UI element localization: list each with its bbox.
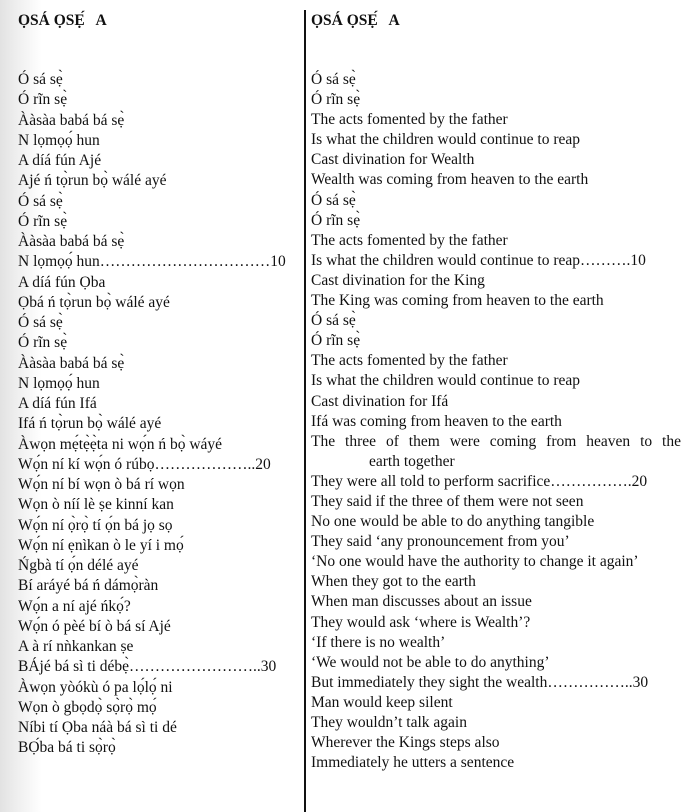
verse-line: A díá fún Ọba: [18, 273, 106, 291]
verse-line: Ààsàa babá bá sẹ̀: [18, 233, 125, 250]
verse-line: They said if the three of them were not seen: [311, 492, 584, 510]
verse-line: Ifá ń tọ̀run bọ̀ wálé ayé: [18, 415, 162, 433]
verse-line: They would ask ‘where is Wealth’?: [311, 613, 531, 631]
verse-line: Wọ́n ní ẹnìkan ò le yí i mọ́: [18, 536, 184, 554]
verse-line: Is what the children would continue to reap……….10: [311, 251, 646, 269]
verse-line: Ó sá sẹ̀: [18, 71, 63, 88]
verse-line: BỌ́ba bá ti sọ̀rọ̀: [18, 739, 116, 757]
column-divider: [304, 10, 306, 812]
verse-line: Ó sá sẹ̀: [18, 192, 63, 210]
english-heading: ỌSÁ ỌSẸ́ A: [311, 12, 400, 29]
verse-line: Wọn ò níí lè ṣe kinní kan: [18, 496, 174, 514]
verse-line: The acts fomented by the father: [311, 352, 508, 370]
verse-line: Wọ́n ó pèé bí ò bá sí Ajé: [18, 617, 171, 635]
verse-line: The three of them were coming from heaven to the: [311, 432, 681, 450]
verse-line: Ààsàa babá bá sẹ̀: [18, 111, 125, 129]
verse-line: Ó rĩn sẹ̀: [311, 91, 361, 109]
verse-line: ‘We would not be able to do anything’: [311, 653, 550, 671]
verse-line: Ajé ń tọ̀run bọ̀ wálé ayé: [18, 172, 167, 190]
verse-line: Is what the children would continue to reap: [311, 131, 581, 149]
verse-line: Wọ́n a ní ajé ńkọ́?: [18, 597, 131, 615]
verse-line: Cast divination for Wealth: [311, 151, 475, 169]
verse-line: Ó rĩn sẹ̀: [311, 332, 361, 350]
verse-line: Ọbá ń tọ̀run bọ̀ wálé ayé: [18, 293, 170, 311]
verse-line: Wọ́n ní kí wọ́n ó rúbọ………………..20: [18, 455, 271, 473]
verse-line: Àwọn yòókù ó pa lọ́lọ́ ni: [18, 678, 173, 696]
verse-line: They were all told to perform sacrifice…………….20: [311, 472, 648, 490]
verse-line: Immediately he utters a sentence: [311, 754, 515, 772]
verse-line: Cast divination for Ifá: [311, 392, 449, 410]
verse-line: ‘If there is no wealth’: [311, 633, 446, 651]
verse-line: Ó rĩn sẹ̀: [18, 212, 68, 230]
verse-line: They said ‘any pronouncement from you’: [311, 533, 570, 551]
verse-line: Man would keep silent: [311, 693, 453, 711]
verse-line: Níbi tí Ọba náà bá sì ti dé: [18, 719, 177, 736]
verse-line: Wọn ò gbọdọ̀ sọ̀rọ̀ mọ́: [18, 698, 157, 716]
verse-line: Cast divination for the King: [311, 271, 485, 289]
verse-line: Ńgbà tí ọ́n délé ayé: [18, 557, 139, 574]
verse-line: Ààsàa babá bá sẹ̀: [18, 354, 125, 372]
verse-line: But immediately they sight the wealth……………..30: [311, 673, 649, 691]
verse-line: The acts fomented by the father: [311, 231, 508, 249]
verse-line: Ó rĩn sẹ̀: [18, 334, 68, 352]
verse-line: The acts fomented by the father: [311, 111, 508, 129]
verse-line: They wouldn’t talk again: [311, 714, 467, 731]
verse-line: Ó sá sẹ̀: [311, 71, 356, 88]
verse-line: Ó sá sẹ̀: [18, 314, 63, 331]
verse-line: BÁjé bá sì ti débẹ̀……………………..30: [18, 658, 277, 676]
english-verse-lines: [311, 70, 681, 773]
yoruba-heading: ỌSÁ ỌSẸ́ A: [18, 12, 107, 29]
verse-line: Ó sá sẹ̀: [311, 191, 356, 209]
verse-line: Ifá was coming from heaven to the earth: [311, 412, 562, 430]
verse-line: Àwọn mẹ́tẹ̀ẹ̀ta ni wọ́n ń bọ̀ wáyé: [18, 435, 223, 453]
verse-line: Wherever the Kings steps also: [311, 734, 500, 752]
verse-line: Ó rĩn sẹ̀: [311, 211, 361, 229]
verse-line: Wọ́n ní ọ̀rọ̀ tí ọ́n bá jọ sọ: [18, 516, 173, 534]
verse-line-continuation: earth together: [369, 452, 455, 470]
verse-line: Ó rĩn sẹ̀: [18, 91, 68, 109]
verse-line: A díá fún Ifá: [18, 395, 97, 412]
verse-line: When man discusses about an issue: [311, 593, 532, 611]
verse-line: The King was coming from heaven to the earth: [311, 292, 604, 310]
yoruba-verse-lines: [18, 70, 303, 759]
verse-line: When they got to the earth: [311, 573, 476, 591]
verse-line: Wọ́n ní bí wọn ò bá rí wọn: [18, 476, 185, 493]
verse-line: Ó sá sẹ̀: [311, 312, 356, 330]
verse-line: Wealth was coming from heaven to the earth: [311, 171, 589, 189]
verse-line: A à rí nǹkankan ṣe: [18, 638, 134, 655]
verse-line: Bí aráyé bá ń dámọ̀ràn: [18, 577, 159, 595]
verse-line: N lọmọọ́ hun: [18, 374, 100, 392]
verse-line: No one would be able to do anything tangible: [311, 513, 595, 531]
verse-line: A díá fún Ajé: [18, 152, 102, 169]
verse-line: ‘No one would have the authority to change it again’: [311, 553, 639, 571]
verse-line: Is what the children would continue to reap: [311, 372, 581, 390]
verse-line: N lọmọọ́ hun……………………………10: [18, 253, 286, 271]
verse-line: N lọmọọ́ hun: [18, 131, 100, 149]
